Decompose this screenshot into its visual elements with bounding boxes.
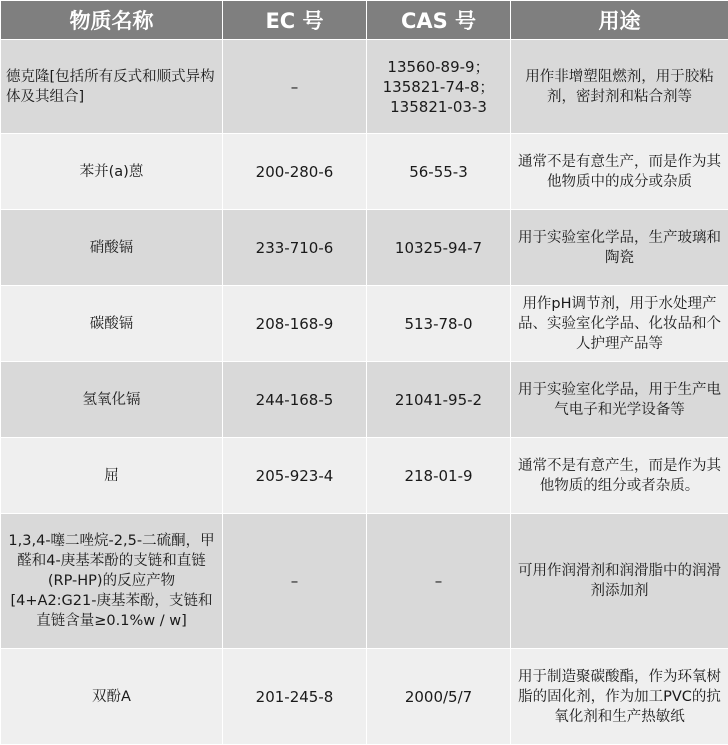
cas-number-cell: 2000/5/7 <box>367 649 511 745</box>
ec-number-cell: 208-168-9 <box>223 286 367 362</box>
cas-number-cell: 10325-94-7 <box>367 210 511 286</box>
header-substance-name: 物质名称 <box>1 1 223 40</box>
cas-number-cell: 13560-89-9；135821-74-8；135821-03-3 <box>367 40 511 134</box>
table-row <box>1 286 728 362</box>
table-row <box>1 438 728 514</box>
ec-number-cell: 244-168-5 <box>223 362 367 438</box>
substance-name-cell: 双酚A <box>1 649 223 745</box>
use-cell: 用于制造聚碳酸酯，作为环氧树脂的固化剂，作为加工PVC的抗氧化剂和生产热敏纸 <box>511 649 728 745</box>
table-row <box>1 514 728 649</box>
use-cell: 用于实验室化学品，用于生产电气电子和光学设备等 <box>511 362 728 438</box>
ec-number-cell: 201-245-8 <box>223 649 367 745</box>
header-row <box>1 1 728 40</box>
substance-name-cell: 苯并(a)蒽 <box>1 134 223 210</box>
substance-name-cell: 1,3,4-噻二唑烷-2,5-二硫酮，甲醛和4-庚基苯酚的支链和直链(RP-HP)的反应产物[4+A2:G21-庚基苯酚，支链和直链含量≥0.1%w / w] <box>1 514 223 649</box>
header-ec-number: EC 号 <box>223 1 367 40</box>
substance-name-cell: 硝酸镉 <box>1 210 223 286</box>
header-cas-number: CAS 号 <box>367 1 511 40</box>
table-row <box>1 134 728 210</box>
cas-number-cell: 56-55-3 <box>367 134 511 210</box>
header-use: 用途 <box>511 1 728 40</box>
cas-number-cell: 21041-95-2 <box>367 362 511 438</box>
use-cell: 通常不是有意产生，而是作为其他物质的组分或者杂质。 <box>511 438 728 514</box>
ec-number-cell: 205-923-4 <box>223 438 367 514</box>
use-cell: 可用作润滑剂和润滑脂中的润滑剂添加剂 <box>511 514 728 649</box>
table-row <box>1 649 728 745</box>
table-row <box>1 40 728 134</box>
substance-name-cell: 德克隆[包括所有反式和顺式异构体及其组合] <box>1 40 223 134</box>
ec-number-cell: 233-710-6 <box>223 210 367 286</box>
cas-number-cell: 218-01-9 <box>367 438 511 514</box>
substance-name-cell: 屈 <box>1 438 223 514</box>
table-row <box>1 210 728 286</box>
table-row <box>1 362 728 438</box>
substance-name-cell: 碳酸镉 <box>1 286 223 362</box>
use-cell: 通常不是有意生产，而是作为其他物质中的成分或杂质 <box>511 134 728 210</box>
substance-name-cell: 氢氧化镉 <box>1 362 223 438</box>
cas-number-cell: – <box>367 514 511 649</box>
use-cell: 用作pH调节剂，用于水处理产品、实验室化学品、化妆品和个人护理产品等 <box>511 286 728 362</box>
cas-number-cell: 513-78-0 <box>367 286 511 362</box>
ec-number-cell: 200-280-6 <box>223 134 367 210</box>
ec-number-cell: – <box>223 514 367 649</box>
use-cell: 用于实验室化学品，生产玻璃和陶瓷 <box>511 210 728 286</box>
ec-number-cell: – <box>223 40 367 134</box>
use-cell: 用作非增塑阻燃剂，用于胶粘剂，密封剂和粘合剂等 <box>511 40 728 134</box>
